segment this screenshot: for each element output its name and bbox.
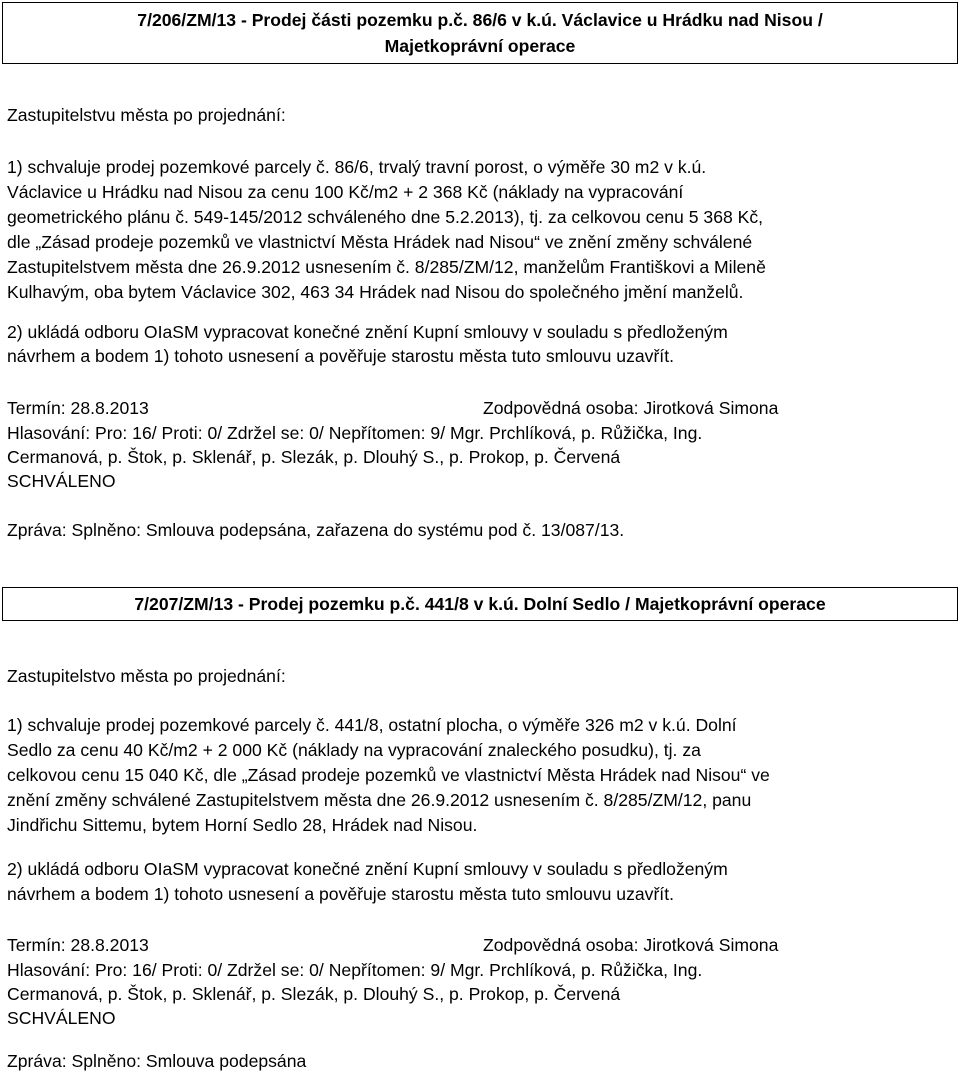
- result-status: SCHVÁLENO: [7, 471, 116, 491]
- voting-line: Cermanová, p. Štok, p. Sklenář, p. Slezák, p. Dlouhý S., p. Prokop, p. Červená: [7, 447, 621, 467]
- resolution-title-line: 7/206/ZM/13 - Prodej části pozemku p.č. 86/6 v k.ú. Václavice u Hrádku nad Nisou /: [137, 10, 823, 30]
- result-status: SCHVÁLENO: [7, 1008, 116, 1028]
- deadline-text: Termín: 28.8.2013: [7, 398, 149, 418]
- voting-line: Cermanová, p. Štok, p. Sklenář, p. Slezák, p. Dlouhý S., p. Prokop, p. Červená: [7, 984, 621, 1004]
- paragraph-line: znění změny schválené Zastupitelstvem města dne 26.9.2012 usnesením č. 8/285/ZM/12, panu: [7, 790, 752, 810]
- resolution-title-box: [2, 587, 958, 621]
- paragraph-line: dle „Zásad prodeje pozemků ve vlastnictví Města Hrádek nad Nisou“ ve znění změny schválené: [7, 232, 753, 252]
- paragraph-line: Sedlo za cenu 40 Kč/m2 + 2 000 Kč (náklady na vypracování znaleckého posudku), tj. za: [7, 740, 701, 760]
- paragraph-line: 2) ukládá odboru OIaSM vypracovat konečné znění Kupní smlouvy v souladu s předloženým: [7, 322, 728, 342]
- intro-text: Zastupitelstvu města po projednání:: [7, 105, 286, 125]
- responsible-person: Zodpovědná osoba: Jirotková Simona: [483, 935, 779, 955]
- paragraph-line: Václavice u Hrádku nad Nisou za cenu 100 Kč/m2 + 2 368 Kč (náklady na vypracování: [7, 182, 684, 202]
- deadline-text: Termín: 28.8.2013: [7, 935, 149, 955]
- report-text: Zpráva: Splněno: Smlouva podepsána: [7, 1051, 307, 1071]
- intro-text: Zastupitelstvo města po projednání:: [7, 666, 286, 686]
- paragraph-line: Zastupitelstvem města dne 26.9.2012 usnesením č. 8/285/ZM/12, manželům Františkovi a Mileně: [7, 257, 766, 277]
- paragraph-line: 1) schvaluje prodej pozemkové parcely č. 441/8, ostatní plocha, o výměře 326 m2 v k.ú. Dolní: [7, 715, 737, 735]
- paragraph-line: návrhem a bodem 1) tohoto usnesení a pověřuje starostu města tuto smlouvu uzavřít.: [7, 884, 674, 904]
- paragraph-line: Kulhavým, oba bytem Václavice 302, 463 34 Hrádek nad Nisou do společného jmění manželů.: [7, 282, 744, 302]
- paragraph-line: geometrického plánu č. 549-145/2012 schváleného dne 5.2.2013), tj. za celkovou cenu 5 368 Kč,: [7, 207, 764, 227]
- resolution-title-line: Majetkoprávní operace: [384, 36, 576, 56]
- paragraph-line: Jindřichu Sittemu, bytem Horní Sedlo 28, Hrádek nad Nisou.: [7, 815, 478, 835]
- paragraph-line: 1) schvaluje prodej pozemkové parcely č. 86/6, trvalý travní porost, o výměře 30 m2 v k.ú.: [7, 157, 707, 177]
- paragraph-line: návrhem a bodem 1) tohoto usnesení a pověřuje starostu města tuto smlouvu uzavřít.: [7, 346, 674, 366]
- voting-line: Hlasování: Pro: 16/ Proti: 0/ Zdržel se: 0/ Nepřítomen: 9/ Mgr. Prchlíková, p. Růžička, Ing.: [7, 423, 703, 443]
- paragraph-line: celkovou cenu 15 040 Kč, dle „Zásad prodeje pozemků ve vlastnictví Města Hrádek nad Nisou“ ve: [7, 765, 770, 785]
- voting-line: Hlasování: Pro: 16/ Proti: 0/ Zdržel se: 0/ Nepřítomen: 9/ Mgr. Prchlíková, p. Růžička, Ing.: [7, 960, 703, 980]
- resolution-title-line: 7/207/ZM/13 - Prodej pozemku p.č. 441/8 v k.ú. Dolní Sedlo / Majetkoprávní operace: [134, 594, 826, 614]
- paragraph-line: 2) ukládá odboru OIaSM vypracovat konečné znění Kupní smlouvy v souladu s předloženým: [7, 859, 728, 879]
- responsible-person: Zodpovědná osoba: Jirotková Simona: [483, 398, 779, 418]
- report-text: Zpráva: Splněno: Smlouva podepsána, zařazena do systému pod č. 13/087/13.: [7, 520, 625, 540]
- resolution-title-box: [2, 2, 958, 64]
